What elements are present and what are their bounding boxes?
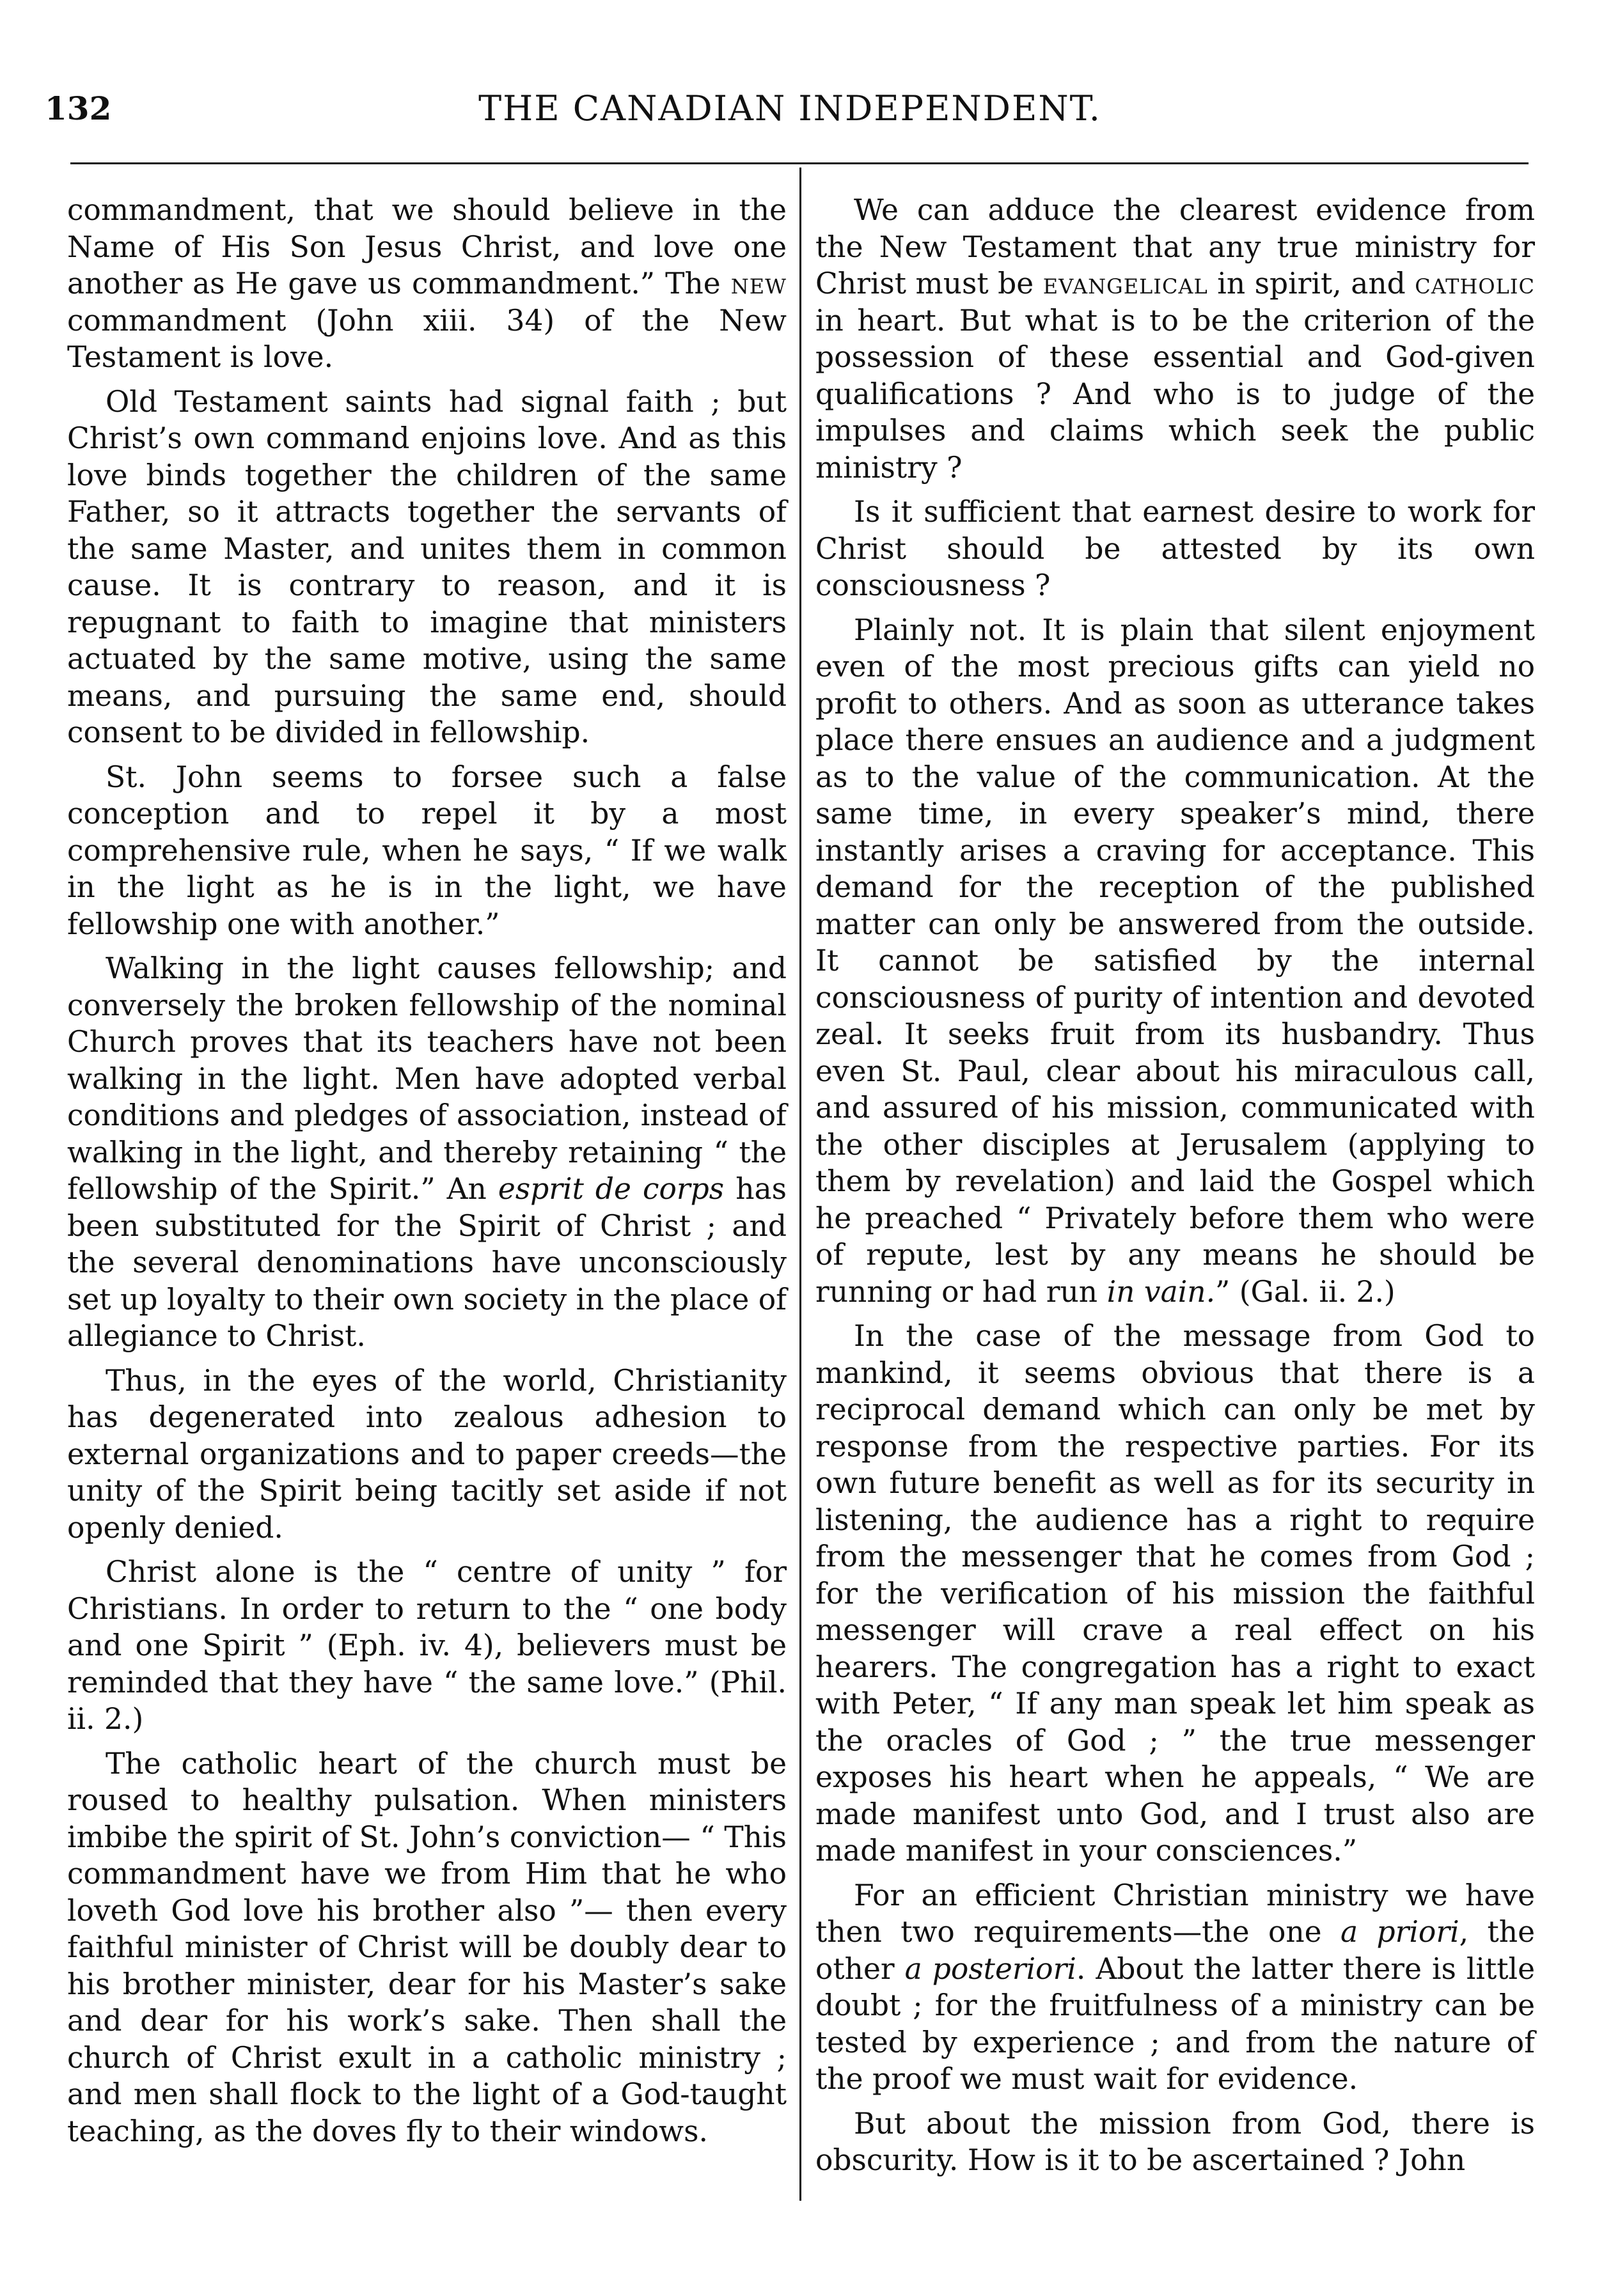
left-column bbox=[67, 192, 787, 2157]
right-column bbox=[815, 192, 1535, 2187]
paragraph: Christ alone is the “ centre of unity ” for Christians. In order to return to the “ one body and one Spirit ” (Eph. iv. 4), believers must be reminded that they have “ the same love.” (Phil. ii. 2.) bbox=[67, 1555, 787, 1736]
paragraph: In the case of the message from God to mankind, it seems obvious that there is a reciprocal demand which can only be met by response from the respective parties. For its own future benefit as well as for its security in listening, the audience has a right to require from the messenger that he comes from God ; for the verification of his mission the faithful messenger will crave a real effect on his hearers. The congregation has a right to exact with Peter, “ If any man speak let him speak as the oracles of God ; ” the true messenger exposes his heart when he appeals, “ We are made manifest unto God, and I trust also are made manifest in your consciences.” bbox=[815, 1319, 1535, 1868]
running-title: THE CANADIAN INDEPENDENT. bbox=[478, 88, 1101, 129]
column-divider bbox=[799, 168, 801, 2201]
paragraph: The catholic heart of the church must be roused to healthy pulsation. When ministers imbibe the spirit of St. John’s conviction— “ This commandment have we from Him that he who loveth God love his brother also ”— then every faithful minister of Christ will be doubly dear to his brother minister, dear for his Master’s sake and dear for his work’s sake. Then shall the church of Christ exult in a catholic ministry ; and men shall flock to the light of a God-taught teaching, as the doves fly to their windows. bbox=[67, 1746, 787, 2148]
paragraph: Is it sufficient that earnest desire to work for Christ should be attested by its own consciousness ? bbox=[815, 495, 1535, 602]
paragraph: St. John seems to forsee such a false conception and to repel it by a most comprehensive rule, when he says, “ If we walk in the light as he is in the light, we have fellowship one with another.” bbox=[67, 760, 787, 941]
paragraph: Plainly not. It is plain that silent enjoyment even of the most precious gifts can yield no profit to others. And as soon as utterance takes place there ensues an audience and a judgment as to the value of the communication. At the same time, in every speaker’s mind, there instantly arises a craving for acceptance. This demand for the reception of the published matter can only be answered from the outside. It cannot be satisfied by the internal consciousness of purity of intention and devoted zeal. It seeks fruit from its husbandry. Thus even St. Paul, clear about his miraculous call, and assured of his mission, communicated with the other disciples at Jerusalem (applying to them by revelation) and laid the Gospel which he preached “ Privately before them who were of repute, lest by any means he should be running or had run in vain.” (Gal. ii. 2.) bbox=[815, 613, 1535, 1309]
page-number: 132 bbox=[45, 90, 112, 127]
paragraph: Thus, in the eyes of the world, Christianity has degenerated into zealous adhesion to external organizations and to paper creeds—the unity of the Spirit being tacitly set aside if not openly denied. bbox=[67, 1363, 787, 1545]
page-header bbox=[45, 86, 1535, 137]
paragraph: We can adduce the clearest evidence from the New Testament that any true ministry for Christ must be evangelical in spirit, and catholic in heart. But what is to be the criterion of the possession of these essential and God-given qualifications ? And who is to judge of the impulses and claims which seek the public ministry ? bbox=[815, 193, 1535, 485]
paragraph: Old Testament saints had signal faith ; but Christ’s own command enjoins love. And as this love binds together the children of the same Father, so it attracts together the servants of the same Master, and unites them in common cause. It is contrary to reason, and it is repugnant to faith to imagine that ministers actuated by the same motive, using the same means, and pursuing the same end, should consent to be divided in fellowship. bbox=[67, 384, 787, 749]
header-rule bbox=[70, 162, 1529, 164]
paragraph: commandment, that we should believe in the Name of His Son Jesus Christ, and love one another as He gave us commandment.” The new commandment (John xiii. 34) of the New Testament is love. bbox=[67, 193, 787, 374]
paragraph: But about the mission from God, there is obscurity. How is it to be ascertained ? John bbox=[815, 2106, 1535, 2177]
paragraph: For an efficient Christian ministry we have then two requirements—the one a priori, the other a posteriori. About the latter there is little doubt ; for the fruitfulness of a ministry can be tested by experience ; and from the nature of the proof we must wait for evidence. bbox=[815, 1878, 1536, 2096]
paragraph: Walking in the light causes fellowship; and conversely the broken fellowship of the nominal Church proves that its teachers have not been walking in the light. Men have adopted verbal conditions and pledges of association, instead of walking in the light, and thereby retaining “ the fellowship of the Spirit.” An esprit de corps has been substituted for the Spirit of Christ ; and the several denominations have unconsciously set up loyalty to their own society in the place of allegiance to Christ. bbox=[67, 951, 787, 1353]
